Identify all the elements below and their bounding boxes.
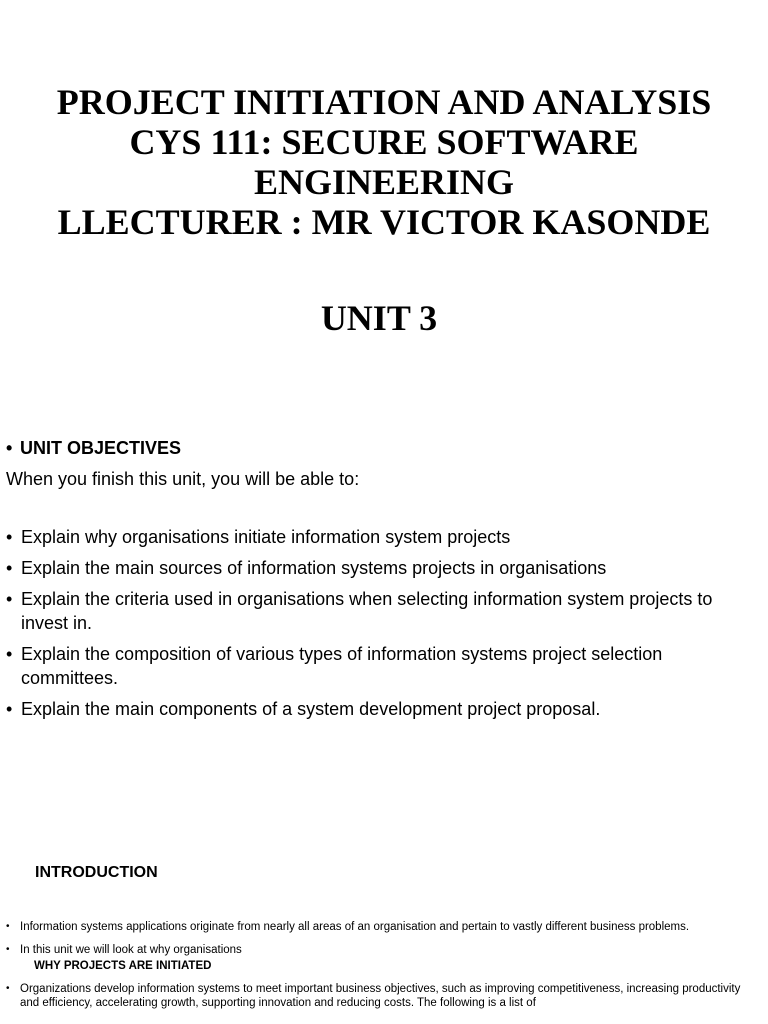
objectives-heading [6,436,764,460]
list-item [6,920,756,934]
objectives-intro: When you finish this unit, you will be able to: [6,469,360,489]
unit-title: UNIT 3 [320,298,438,338]
list-item [6,697,764,721]
title-line: LLECTURER : MR VICTOR KASONDE [57,202,711,242]
list-item [6,587,764,635]
list-item [6,556,764,580]
list-item-text: Explain the main components of a system development project proposal. [21,699,601,719]
list-item-text: Explain the main sources of information systems projects in organisations [21,558,607,578]
list-item-text: Explain why organisations initiate information system projects [21,527,511,547]
introduction-heading: INTRODUCTION [35,864,158,881]
list-item-text: Organizations develop information systems to meet important business objectives, such as improving competitiveness, increasing productivity and efficiency, accelerating growth, supporting innovation and reducing costs. The following is a list of [20,983,741,1009]
list-item-text: Explain the composition of various types of information systems project selection committees. [21,644,663,688]
objectives-heading-text: UNIT OBJECTIVES [20,438,182,458]
introduction-list [6,920,756,1019]
title-line: ENGINEERING [253,162,515,202]
list-item [6,943,756,957]
objectives-section [6,436,764,728]
slide-title [0,82,768,242]
bullet-icon: • [6,983,10,994]
list-item [6,982,756,1010]
title-line: CYS 111: SECURE SOFTWARE [129,122,639,162]
bullet-icon: • [6,438,13,458]
bullet-icon: • [6,699,13,719]
list-item-text: In this unit we will look at why organisations [20,944,242,956]
bullet-icon: • [6,921,10,932]
bullet-icon: • [6,527,13,547]
objectives-list [6,525,764,721]
list-item-text: Explain the criteria used in organisations when selecting information system projects to invest in. [21,589,713,633]
bullet-icon: • [6,558,13,578]
introduction-subheading: WHY PROJECTS ARE INITIATED [34,960,212,972]
bullet-icon: • [6,944,10,955]
bullet-icon: • [6,644,13,664]
list-item-text: Information systems applications originate from nearly all areas of an organisation and pertain to vastly different business problems. [20,921,690,933]
list-item [6,525,764,549]
bullet-icon: • [6,589,13,609]
list-item [6,642,764,690]
title-line: PROJECT INITIATION AND ANALYSIS [56,82,712,122]
